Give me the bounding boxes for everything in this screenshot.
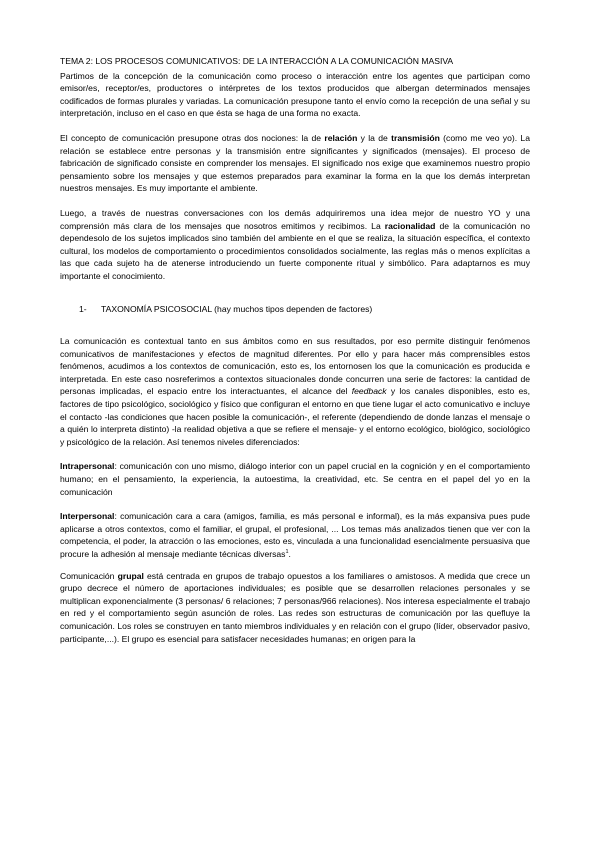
paragraph-rationality [60,207,530,283]
document-title: TEMA 2: LOS PROCESOS COMUNICATIVOS: DE LA INTERACCIÓN A LA COMUNICACIÓN MASIVA [60,56,454,66]
document-body [60,55,530,645]
paragraph-intro: Partimos de la concepción de la comunicación como proceso o interacción entre los agentes que participan como emisor/es, receptor/es, productores o intérpretes de los textos producidos que albergan determinados mensajes codificados de formas plurales y variadas. La comunicación presupone tanto el envío como la recepción de una señal y su interpretación, incluso en el caso en que ésta se haga de una forma no exacta. [60,70,530,119]
section-number: 1- [79,303,87,314]
paragraph-grupal [60,570,530,646]
paragraph-intrapersonal [60,460,530,498]
text-run: (como me veo yo). La relación se establece entre personas y la transmisión entre significantes y significados (mensajes). El proceso de fabricación de significado consiste en comprender los mensajes. El significado nos exige que examinemos nuestro propio pensamiento sobre los mensajes y que estemos preparados para examinar la forma en la que los demás interpretan nuestros mensajes. Es muy importante el ambiente. [60,132,530,194]
text-run: Comunicación [60,570,118,581]
bold-term-intrapersonal: Intrapersonal [60,461,115,472]
text-run: está centrada en grupos de trabajo opuestos a los familiares o amistosos. A medida que crece un grupo decrece el número de aportaciones individuales; es posible que se desarrollen relaciones personales y se multiplican exponencialmente (3 personas/ 6 relaciones; 7 personas/966 relaciones). Nos interesa especialmente el trabajo en red y el comportamiento según asunción de roles. Las redes son estructuras de comunicación por las quefluye la comunicación. Los roles se construyen en tanto miembros individuales y en relación con el grupo (líder, observador pasivo, participante,...). El grupo es esencial para satisfacer necesidades humanas; en origen para la [60,570,530,644]
paragraph-concept [60,132,530,195]
text-run: y la de [357,132,392,143]
paragraph-context [60,335,530,448]
bold-term-grupal: grupal [117,570,144,581]
bold-term-relacion: relación [324,132,358,143]
text-run: : comunicación con uno mismo, diálogo interior con un papel crucial en la cognición y en el comportamiento humano; en el pensamiento, la experiencia, la autoestima, la creatividad, etc. Se centra en el papel del yo en la comunicación [60,461,530,497]
bold-term-transmision: transmisión [391,132,440,143]
text-run: : comunicación cara a cara (amigos, familia, es más personal e informal), es la más expansiva pues pude aplicarse a otros contextos, como el familiar, el grupal, el profesional, ... Los temas más analizados tienen que ver con la competencia, el poder, la atracción o las emociones, esto es, vinculada a una funcionalidad esencialmente persuasiva que procure la adhesión al mensaje mediante técnicas diversas [60,511,530,559]
text-run: y los canales disponibles, esto es, factores de tipo psicológico, sociológico y físico que configuran el entorno en que tiene lugar el acto comunicativo e incluye el contacto -las condiciones que hacen posible la comunicación-, el referente (dependiendo de donde lanzas el mensaje o a quién lo interpreta distinto) -la realidad objetiva a que se refiere el mensaje- y el entorno ecológico, biológico, sociológico y psicológico de la relación. Así tenemos niveles diferenciados: [60,386,530,447]
italic-term-feedback: feedback [351,386,387,397]
text-run: . [288,549,291,559]
text-run: La comunicación es contextual tanto en sus ámbitos como en sus resultados, por eso permite distinguir fenómenos comunicativos de manifestaciones y efectos de magnitud diferentes. Por ello y para hacer más comprensibles estos fenómenos, acudimos a los contextos de comunicación, esto es, los entornosen los que la comunicación es producida e interpretada. En este caso nosreferimos a contextos situacionales donde concurren una serie de factores: la cantidad de personas implicadas, el espacio entre los interactuantes, el alcance del [60,336,530,397]
footnote-marker: 1 [285,549,289,556]
bold-term-interpersonal: Interpersonal [60,511,115,522]
text-run: El concepto de comunicación presupone otras dos nociones: la de [60,132,325,143]
bold-term-racionalidad: racionalidad [384,220,436,231]
section-heading [79,303,530,316]
text-run: Luego, a través de nuestras conversaciones con los demás adquiriremos una idea mejor de nuestro YO y una comprensión más clara de los mensajes que nosotros emitimos y recibimos. La [60,207,530,231]
section-title: TAXONOMÍA PSICOSOCIAL (hay muchos tipos dependen de factores) [101,303,373,314]
text-run: de la comunicación no dependesolo de los sujetos implicados sino también del ambiente en el que se realiza, la situación específica, el contexto cultural, los modelos de comportamiento o procedimientos consolidados socialmente, las reglas más o menos explícitas a las que cada sujeto ha de atenerse introduciendo un fuerte componente ritual y simbólico. Para adaptarnos es muy importante el conocimiento. [60,220,530,281]
paragraph-interpersonal [60,510,530,560]
